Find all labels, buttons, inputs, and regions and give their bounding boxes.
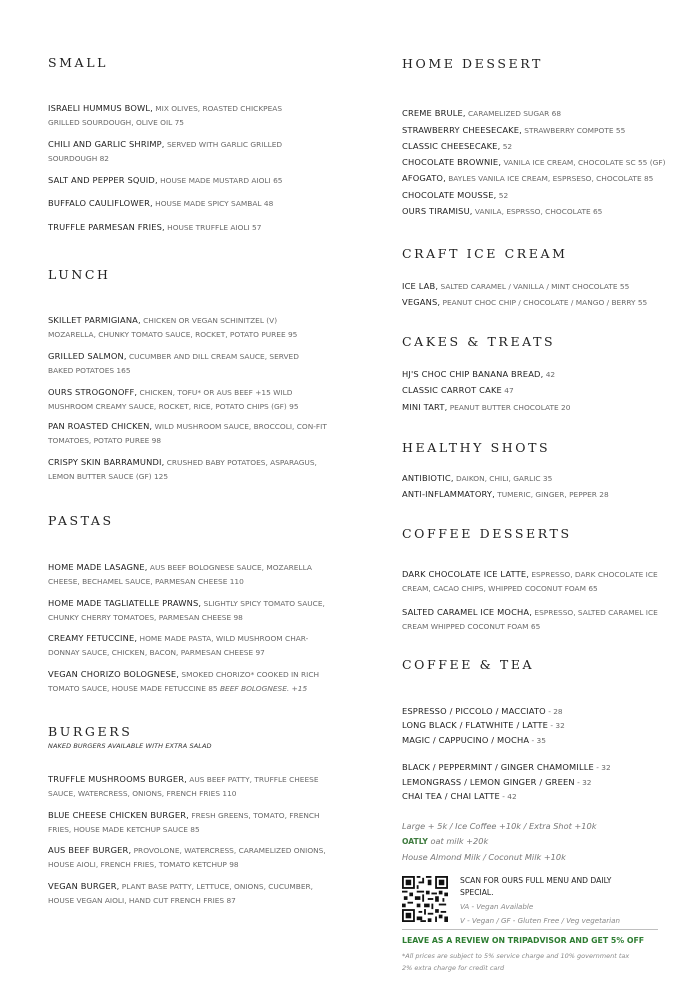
section-title-coffee-tea: COFFEE & TEA xyxy=(402,657,535,672)
menu-item: OURS STROGONOFF, CHICKEN, TOFU* OR AUS BEEF +15 WILD MUSHROOM CREAMY SAUCE, ROCKET, RICE, POTATO CHIPS (GF) 95 xyxy=(48,387,299,411)
legend-vegan-available: VA - Vegan Available xyxy=(460,902,534,911)
milk-note: House Almond Milk / Coconut Milk +10k xyxy=(402,852,566,862)
menu-item: BLACK / PEPPERMINT / GINGER CHAMOMILLE - 32 xyxy=(402,762,611,772)
menu-item: CHOCOLATE MOUSSE, 52 xyxy=(402,190,509,200)
menu-item: VEGAN CHORIZO BOLOGNESE, SMOKED CHORIZO* COOKED IN RICH TOMATO SAUCE, HOUSE MADE FETUCCINE 85 BEEF BOLOGNESE. +15 xyxy=(48,669,320,693)
section-title-healthy-shots: HEALTHY SHOTS xyxy=(402,440,551,455)
menu-item: SALT AND PEPPER SQUID, HOUSE MADE MUSTARD AIOLI 65 xyxy=(48,175,283,185)
section-title-craft-ice-cream: CRAFT ICE CREAM xyxy=(402,246,568,261)
menu-item: HOME MADE TAGLIATELLE PRAWNS, SLIGHTLY SPICY TOMATO SAUCE, CHUNKY CHERRY TOMATOES, PARMESAN CHEESE 98 xyxy=(48,598,325,622)
menu-item: SKILLET PARMIGIANA, CHICKEN OR VEGAN SCHINITZEL (V) MOZARELLA, CHUNKY TOMATO SAUCE, ROCKET, POTATO PUREE 95 xyxy=(48,315,298,339)
section-title-home-dessert: HOME DESSERT xyxy=(402,56,543,71)
menu-item: AUS BEEF BURGER, PROVOLONE, WATERCRESS, CARAMELIZED ONIONS, HOUSE AIOLI, FRENCH FRIES, TOMATO KETCHUP 98 xyxy=(48,845,326,869)
tripadvisor-promo: LEAVE AS A REVIEW ON TRIPADVISOR AND GET 5% OFF xyxy=(402,936,645,945)
menu-item: MAGIC / CAPPUCINO / MOCHA - 35 xyxy=(402,735,546,745)
tax-note: *All prices are subject to 5% service charge and 10% government tax 2% extra charge for credit card xyxy=(402,952,630,972)
menu-item: TRUFFLE MUSHROOMS BURGER, AUS BEEF PATTY, TRUFFLE CHEESE SAUCE, WATERCRESS, ONIONS, FRENCH FRIES 110 xyxy=(48,774,319,798)
menu-item: STRAWBERRY CHEESECAKE, STRAWBERRY COMPOTE 55 xyxy=(402,125,626,135)
section-title-pastas: PASTAS xyxy=(48,513,114,528)
qr-code-icon[interactable] xyxy=(402,876,448,922)
menu-item: CREAMY FETUCCINE, HOME MADE PASTA, WILD MUSHROOM CHAR-DONNAY SAUCE, CHICKEN, BACON, PARMESAN CHEESE 97 xyxy=(48,633,309,657)
menu-item: CRISPY SKIN BARRAMUNDI, CRUSHED BABY POTATOES, ASPARAGUS, LEMON BUTTER SAUCE (GF) 125 xyxy=(48,457,317,481)
menu-item: BUFFALO CAULIFLOWER, HOUSE MADE SPICY SAMBAL 48 xyxy=(48,198,274,208)
section-title-small: SMALL xyxy=(48,55,108,70)
menu-item: MINI TART, PEANUT BUTTER CHOCOLATE 20 xyxy=(402,402,571,412)
menu-item: SALTED CARAMEL ICE MOCHA, ESPRESSO, SALTED CARAMEL ICE CREAM WHIPPED COCONUT FOAM 65 xyxy=(402,607,658,631)
divider xyxy=(402,929,658,930)
menu-item: CREME BRULE, CARAMELIZED SUGAR 68 xyxy=(402,108,562,118)
section-title-cakes-treats: CAKES & TREATS xyxy=(402,334,556,349)
legend-dietary: V - Vegan / GF - Gluten Free / Veg vegetarian xyxy=(460,916,620,925)
section-title-lunch: LUNCH xyxy=(48,267,111,282)
menu-item: LEMONGRASS / LEMON GINGER / GREEN - 32 xyxy=(402,777,592,787)
menu-item: ESPRESSO / PICCOLO / MACCIATO - 28 xyxy=(402,706,563,716)
menu-item: OURS TIRAMISU, VANILA, ESPRSSO, CHOCOLATE 65 xyxy=(402,206,603,216)
extras-note: Large + 5k / Ice Coffee +10k / Extra Shot +10k xyxy=(402,821,597,831)
menu-item: CLASSIC CARROT CAKE 47 xyxy=(402,385,514,395)
menu-item: ICE LAB, SALTED CARAMEL / VANILLA / MINT CHOCOLATE 55 xyxy=(402,281,630,291)
section-title-burgers: BURGERS xyxy=(48,724,133,739)
menu-item: CHOCOLATE BROWNIE, VANILA ICE CREAM, CHOCOLATE SC 55 (GF) xyxy=(402,157,666,167)
menu-item: AFOGATO, BAYLES VANILA ICE CREAM, ESPRSESO, CHOCOLATE 85 xyxy=(402,173,654,183)
menu-item: ANTI-INFLAMMATORY, TUMERIC, GINGER, PEPPER 28 xyxy=(402,489,609,499)
menu-item: DARK CHOCOLATE ICE LATTE, ESPRESSO, DARK CHOCOLATE ICE CREAM, CACAO CHIPS, WHIPPED COCONUT FOAM 65 xyxy=(402,569,658,593)
menu-item: HOME MADE LASAGNE, AUS BEEF BOLOGNESE SAUCE, MOZARELLA CHEESE, BECHAMEL SAUCE, PARMESAN CHEESE 110 xyxy=(48,562,312,586)
scan-text: SCAN FOR OURS FULL MENU AND DAILY SPECIAL. xyxy=(460,876,612,897)
menu-item: VEGAN BURGER, PLANT BASE PATTY, LETTUCE, ONIONS, CUCUMBER, HOUSE VEGAN AIOLI, HAND CUT FRENCH FRIES 87 xyxy=(48,881,314,905)
menu-item: BLUE CHEESE CHICKEN BURGER, FRESH GREENS, TOMATO, FRENCH FRIES, HOUSE MADE KETCHUP SAUCE 85 xyxy=(48,810,320,834)
menu-item: CHAI TEA / CHAI LATTE - 42 xyxy=(402,791,517,801)
oat-milk-note: OATLY oat milk +20k xyxy=(402,836,489,846)
menu-item: ANTIBIOTIC, DAIKON, CHILI, GARLIC 35 xyxy=(402,473,553,483)
menu-item: HJ'S CHOC CHIP BANANA BREAD, 42 xyxy=(402,369,556,379)
menu-item: LONG BLACK / FLATWHITE / LATTE - 32 xyxy=(402,720,565,730)
menu-item: TRUFFLE PARMESAN FRIES, HOUSE TRUFFLE AIOLI 57 xyxy=(48,222,262,232)
burgers-subtitle: NAKED BURGERS AVAILABLE WITH EXTRA SALAD xyxy=(48,742,212,750)
menu-item: CLASSIC CHEESECAKE, 52 xyxy=(402,141,513,151)
menu-item: PAN ROASTED CHICKEN, WILD MUSHROOM SAUCE, BROCCOLI, CON-FIT TOMATOES, POTATO PUREE 98 xyxy=(48,421,327,445)
menu-item: ISRAELI HUMMUS BOWL, MIX OLIVES, ROASTED CHICKPEAS GRILLED SOURDOUGH, OLIVE OIL 75 xyxy=(48,103,283,127)
menu-item: GRILLED SALMON, CUCUMBER AND DILL CREAM SAUCE, SERVED BAKED POTATOES 165 xyxy=(48,351,299,375)
section-title-coffee-desserts: COFFEE DESSERTS xyxy=(402,526,572,541)
menu-item: CHILI AND GARLIC SHRIMP, SERVED WITH GARLIC GRILLED SOURDOUGH 82 xyxy=(48,139,283,163)
menu-item: VEGANS, PEANUT CHOC CHIP / CHOCOLATE / MANGO / BERRY 55 xyxy=(402,297,648,307)
